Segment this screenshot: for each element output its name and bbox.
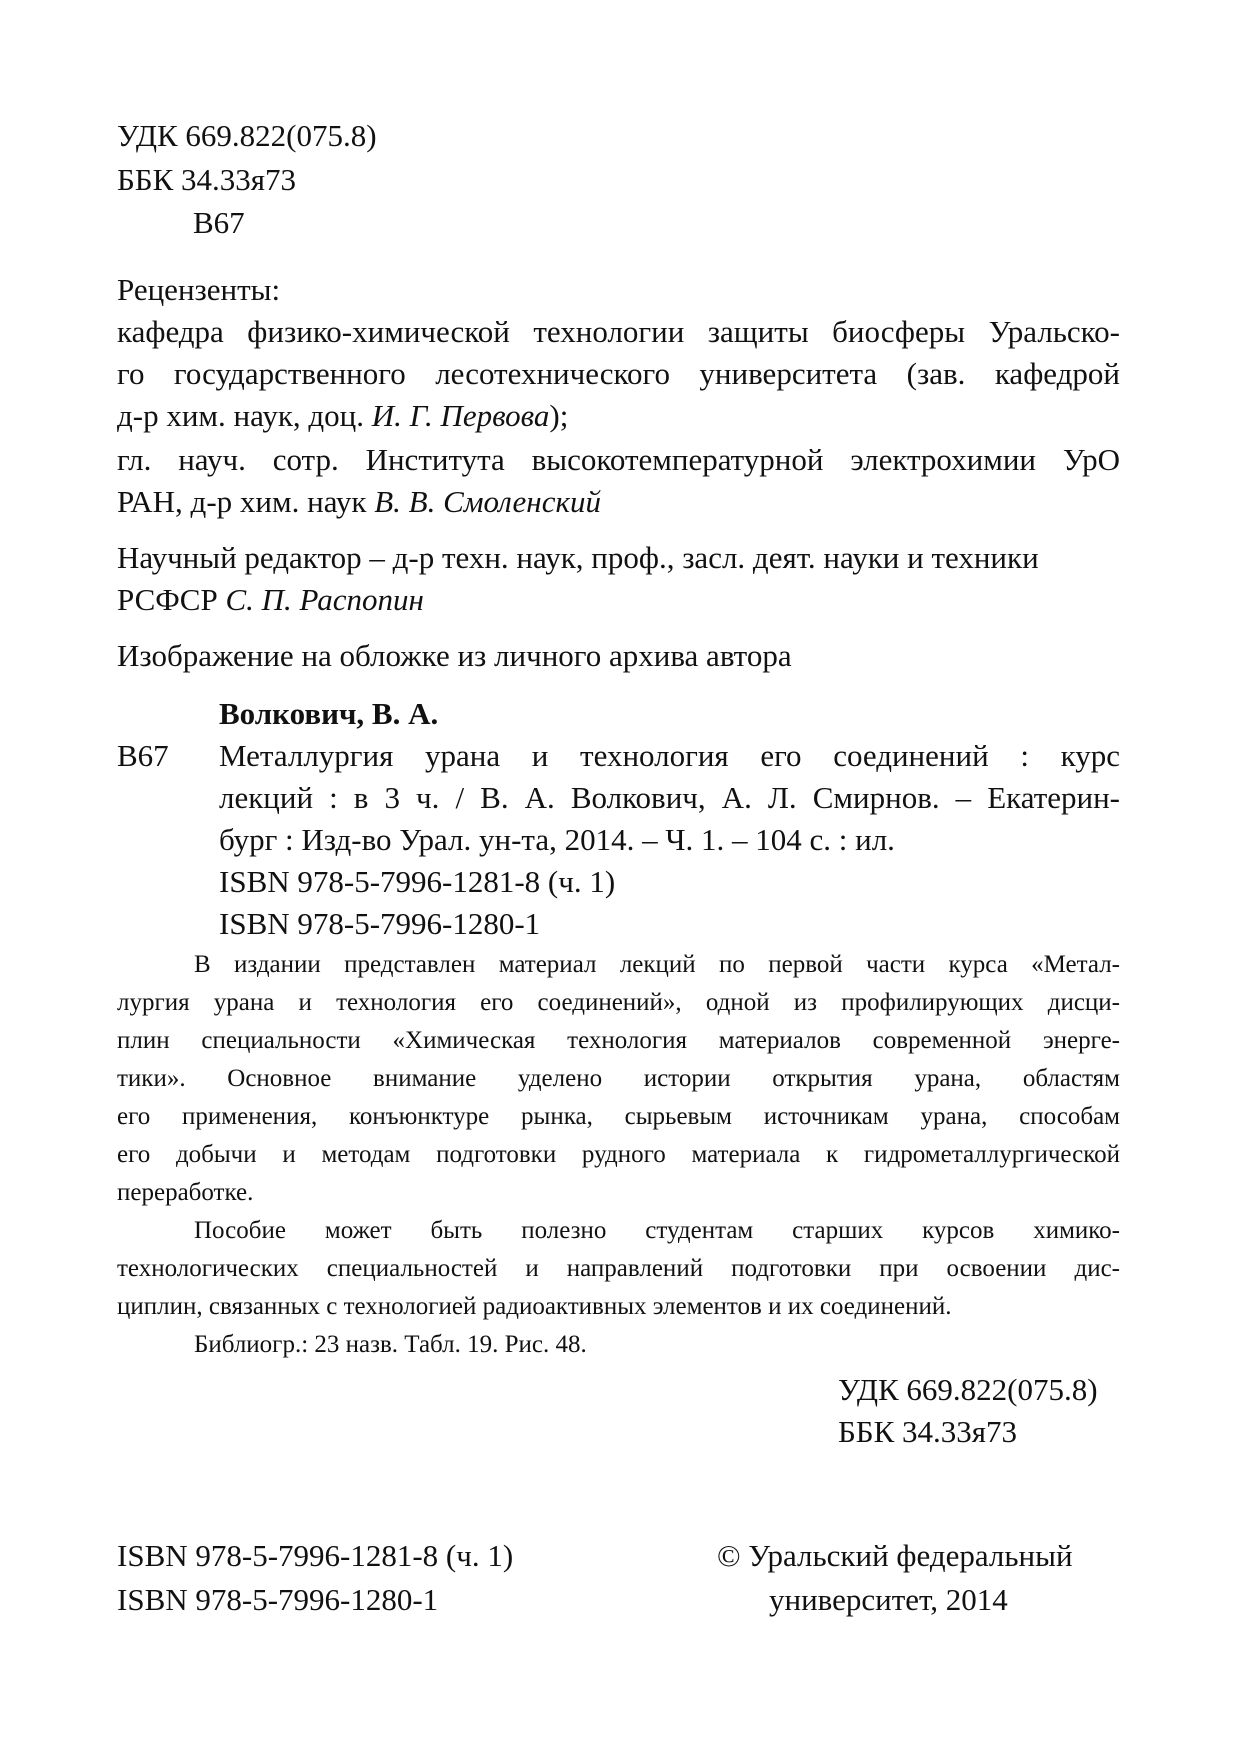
abstract-p1-line-7: переработке. <box>117 1179 254 1206</box>
cover-image-note: Изображение на обложке из личного архива автора <box>117 638 792 673</box>
reviewers-heading: Рецензенты: <box>117 272 281 307</box>
footer-isbn-2: ISBN 978-5-7996-1280-1 <box>117 1582 439 1617</box>
reviewer-2-degree: РАН, д-р хим. наук <box>117 484 375 519</box>
copyright-line-2: университет, 2014 <box>769 1582 1008 1617</box>
abstract-p2-line-1: Пособие может быть полезно студентам старших курсов химико- <box>194 1217 1120 1244</box>
abstract-p1-line-5: его применения, конъюнктуре рынка, сырьевым источникам урана, способам <box>117 1103 1120 1130</box>
reviewer-2-name: В. В. Смоленский <box>374 484 601 519</box>
copyright-line-1: © Уральский федеральный <box>717 1538 1073 1573</box>
catalog-isbn-1: ISBN 978-5-7996-1281-8 (ч. 1) <box>219 864 616 899</box>
catalog-code: В67 <box>117 738 169 773</box>
editor-line-2 <box>117 582 424 618</box>
catalog-desc-line-3: бург : Изд-во Урал. ун-та, 2014. – Ч. 1. – 104 с. : ил. <box>219 822 895 857</box>
catalog-isbn-2: ISBN 978-5-7996-1280-1 <box>219 906 541 941</box>
abstract-p1-line-6: его добычи и методам подготовки рудного материала к гидрометаллургической <box>117 1141 1120 1168</box>
bibliography-note: Библиогр.: 23 назв. Табл. 19. Рис. 48. <box>194 1331 587 1358</box>
udk-code-right: УДК 669.822(075.8) <box>838 1372 1098 1407</box>
editor-line-1: Научный редактор – д-р техн. наук, проф., засл. деят. науки и техники <box>117 540 1039 575</box>
abstract-p1-line-3: плин специальности «Химическая технология материалов современной энерге- <box>117 1027 1120 1054</box>
reviewer-1-degree: д-р хим. наук, доц. <box>117 398 372 433</box>
reviewer-1-line-1: кафедра физико-химической технологии защиты биосферы Уральско- <box>117 314 1120 349</box>
abstract-p2-line-3: циплин, связанных с технологией радиоактивных элементов и их соединений. <box>117 1293 952 1320</box>
author-mark: В67 <box>193 205 245 240</box>
bbk-code-right: ББК 34.33я73 <box>838 1414 1018 1449</box>
editor-org: РСФСР <box>117 582 226 617</box>
reviewer-2-line-2 <box>117 484 601 520</box>
editor-name: С. П. Распопин <box>225 582 424 617</box>
abstract-p1-line-1: В издании представлен материал лекций по первой части курса «Метал- <box>194 951 1120 978</box>
catalog-desc-line-1: Металлургия урана и технология его соединений : курс <box>219 738 1120 773</box>
reviewer-1-line-2: го государственного лесотехнического университета (зав. кафедрой <box>117 356 1120 391</box>
reviewer-1-line-3 <box>117 398 568 434</box>
udk-code: УДК 669.822(075.8) <box>117 118 377 153</box>
abstract-p1-line-4: тики». Основное внимание уделено истории открытия урана, областям <box>117 1065 1120 1092</box>
reviewer-2-line-1: гл. науч. сотр. Института высокотемпературной электрохимии УрО <box>117 442 1120 477</box>
bbk-code: ББК 34.33я73 <box>117 162 297 197</box>
footer-isbn-1: ISBN 978-5-7996-1281-8 (ч. 1) <box>117 1538 514 1573</box>
catalog-author: Волкович, В. А. <box>219 696 439 731</box>
reviewer-1-name: И. Г. Первова <box>371 398 550 433</box>
reviewer-1-close: ); <box>549 398 569 433</box>
abstract-p2-line-2: технологических специальностей и направлений подготовки при освоении дис- <box>117 1255 1120 1282</box>
abstract-p1-line-2: лургия урана и технология его соединений», одной из профилирующих дисци- <box>117 989 1120 1016</box>
catalog-desc-line-2: лекций : в 3 ч. / В. А. Волкович, А. Л. Смирнов. – Екатерин- <box>219 780 1120 815</box>
